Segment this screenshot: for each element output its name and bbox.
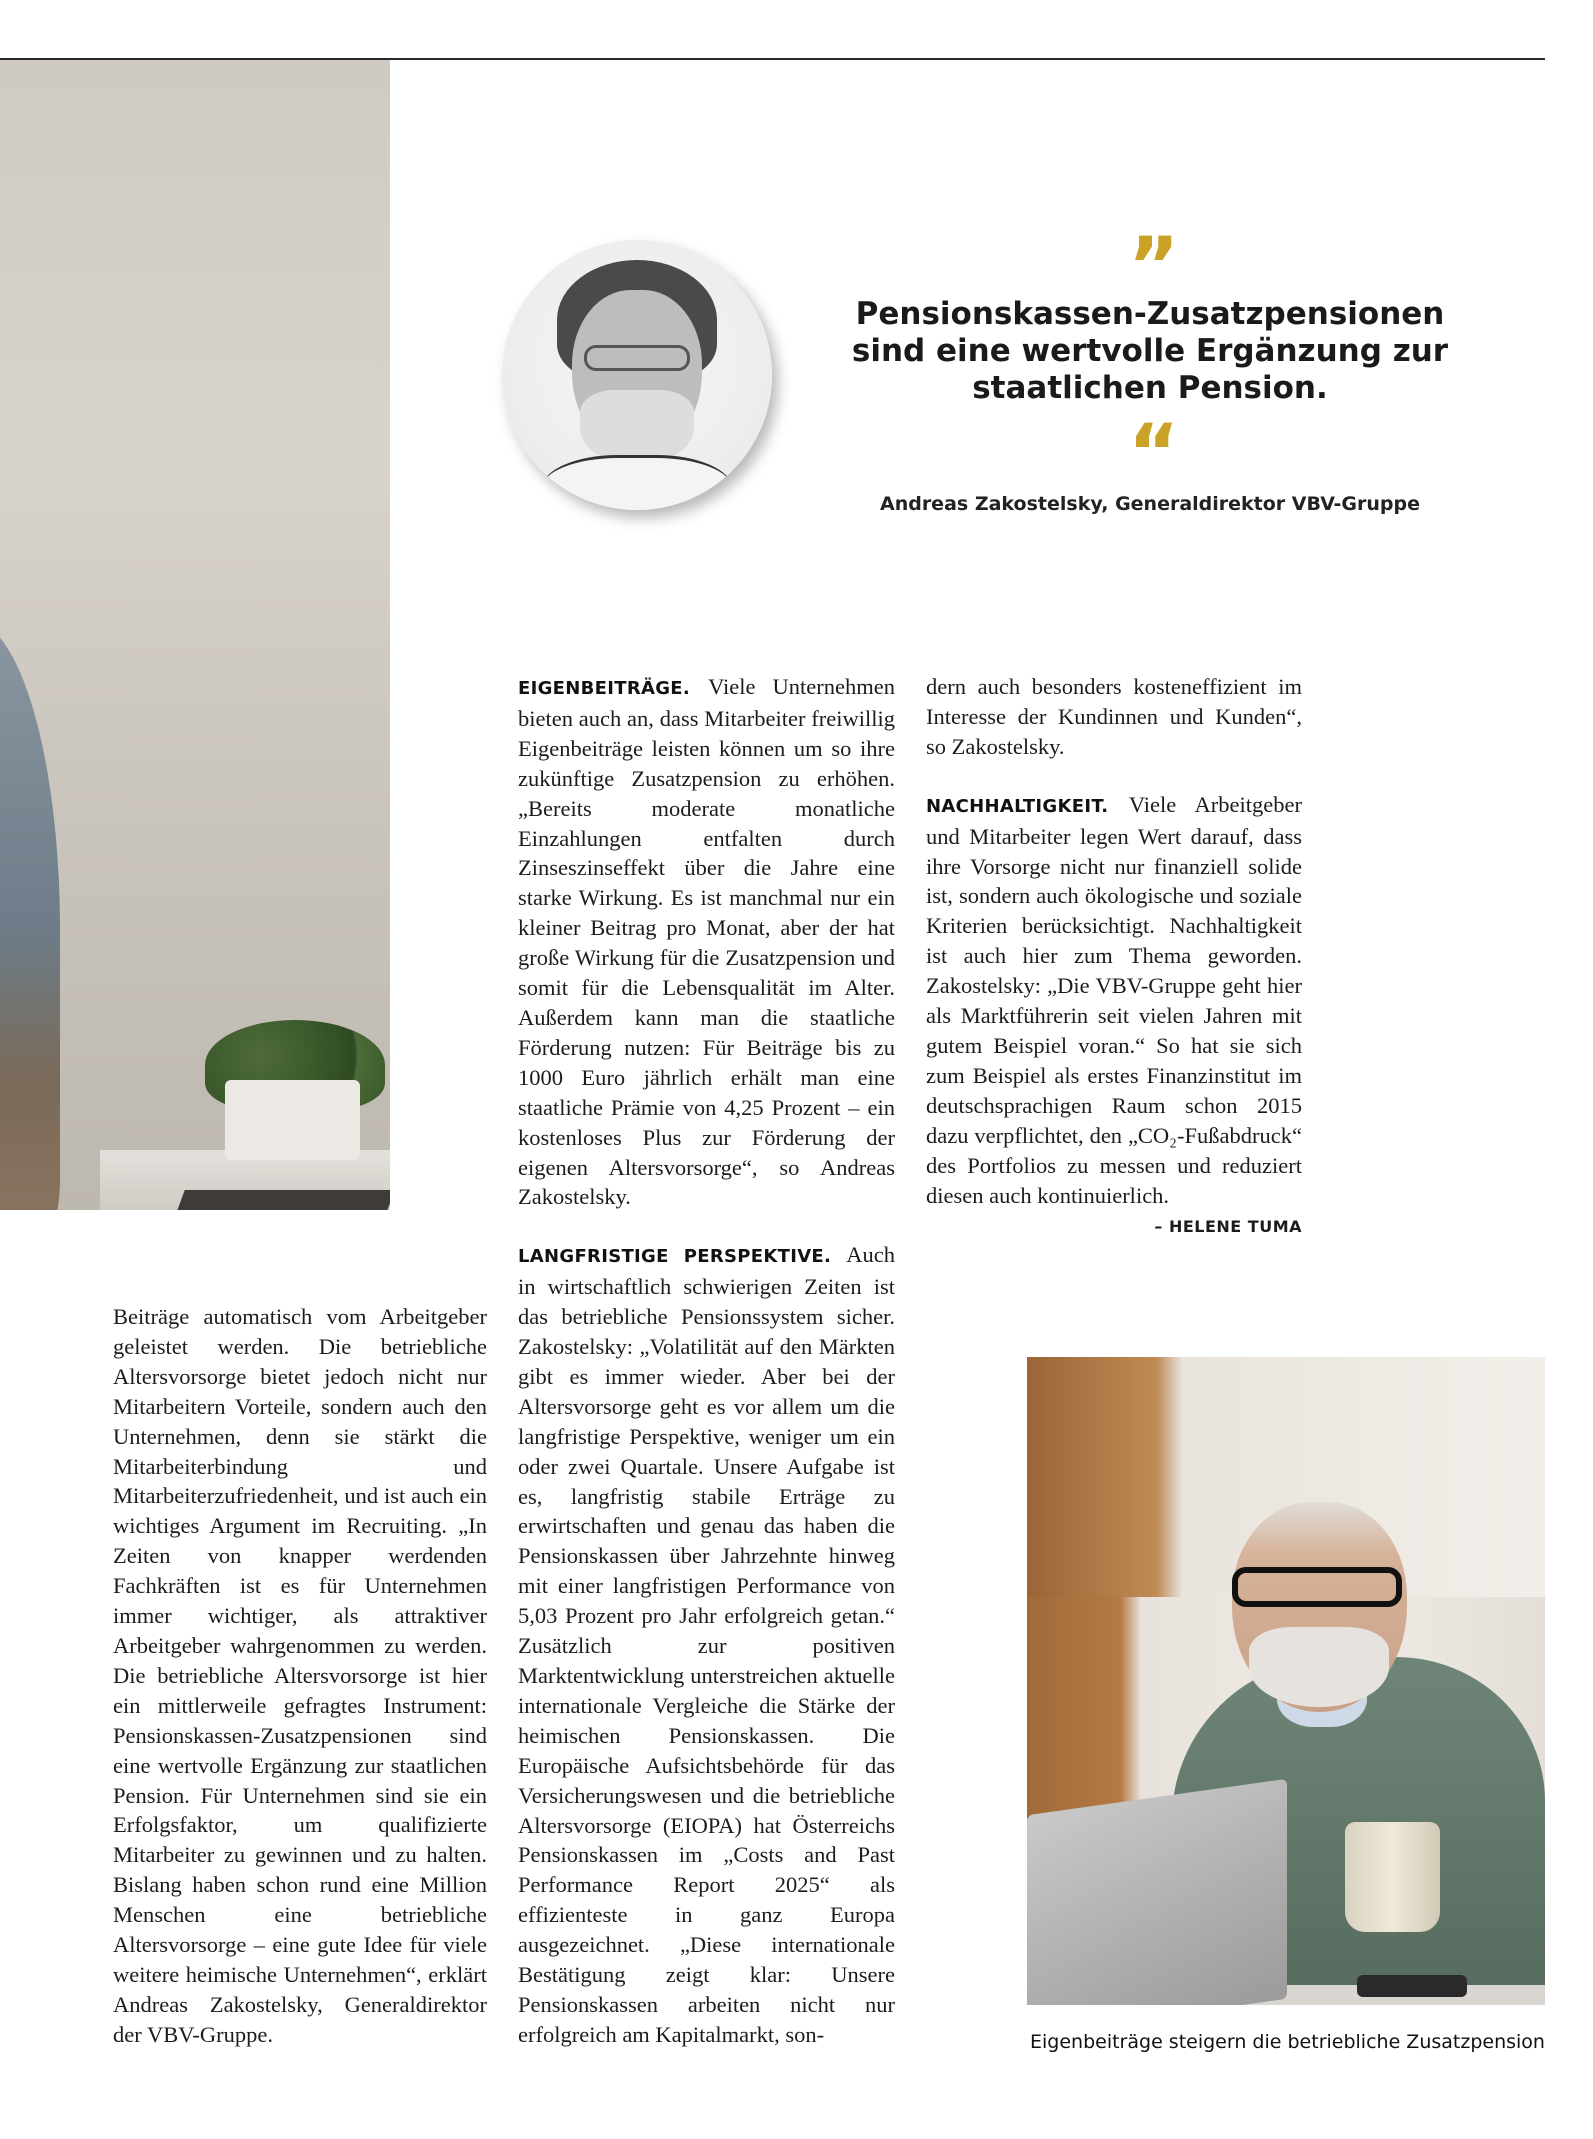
author-portrait bbox=[502, 240, 772, 510]
quote-open-mark-icon: ” bbox=[1128, 222, 1180, 312]
photo-caption: Eigenbeiträge steigern die betriebliche Zusatzpension bbox=[1030, 2031, 1545, 2053]
photo-pot-shape bbox=[225, 1080, 360, 1160]
section-text: Viele Arbeitgeber und Mitarbeiter legen Wert darauf, dass ihre Vorsorge nicht nur finanziell solide ist, sondern auch ökologische und soziale Kriterien berücksichtigt. Nachhaltigkeit ist auch hier zum Thema geworden. Zakostelsky: „Die VBV-Gruppe geht hier als Marktführerin seit vielen Jahren mit gutem Beispiel voran.“ So hat sie sich zum Beispiel als erstes Finanzinstitut im deutschsprachigen Raum schon 2015 dazu verpflichtet, den „CO₂-Fußabdruck“ des Portfolios zu messen und reduziert diesen auch kontinuierlich. bbox=[926, 791, 1302, 1208]
quote-close-mark-icon: “ bbox=[1128, 409, 1180, 499]
quote-author: Andreas Zakostelsky, Generaldirektor VBV-Gruppe bbox=[879, 493, 1420, 515]
portrait-glasses bbox=[584, 345, 690, 371]
article-column-middle bbox=[518, 672, 895, 2050]
section-heading: LANGFRISTIGE PERSPEKTIVE. bbox=[518, 1246, 847, 1268]
section-langfristige-perspektive bbox=[518, 1240, 895, 2049]
portrait-beard bbox=[580, 390, 694, 465]
photo-mug-shape bbox=[1345, 1822, 1440, 1932]
section-text: Viele Unternehmen bieten auch an, dass Mitarbeiter freiwillig Eigenbeiträge leisten können um so ihre zukünftige Zusatzpension zu erhöhen. „Bereits moderate monatliche Einzahlungen entfalten durch Zinseszinseffekt über die Jahre eine starke Wirkung. Es ist manchmal nur ein kleiner Beitrag pro Monat, aber der hat große Wirkung für die Zusatzpension und somit für die Lebensqualität im Alter. Außerdem kann man die staatliche Förderung nutzen: Für Beiträge bis zu 1000 Euro jährlich erhält man eine staatliche Prämie von 4,25 Prozent – ein kostenloses Plus zur Förderung der eigenen Altersvorsorge“, so Andreas Zakostelsky. bbox=[518, 674, 895, 1210]
photo-man-laptop bbox=[1027, 1357, 1545, 2005]
article-column-right bbox=[926, 672, 1302, 1242]
article-column-left bbox=[113, 1302, 487, 2050]
author-byline: – HELENE TUMA bbox=[1154, 1217, 1302, 1237]
section-heading: NACHHALTIGKEIT. bbox=[926, 795, 1129, 817]
section-nachhaltigkeit bbox=[926, 790, 1302, 1211]
photo-glasses-shape bbox=[1232, 1567, 1402, 1607]
photo-person-shape bbox=[0, 620, 60, 1210]
photo-phone-shape bbox=[1357, 1975, 1467, 1997]
section-eigenbeitraege bbox=[518, 672, 895, 1212]
photo-laptop-shape bbox=[1027, 1779, 1287, 2005]
section-text: Auch in wirtschaftlich schwierigen Zeiten ist das betriebliche Pensionssystem sicher. Zakostelsky: „Volatilität auf den Märkten gibt es immer wieder. Aber bei der Altersvorsorge geht es vor allem um die langfristige Perspektive, weniger um ein oder zwei Quartale. Unsere Aufgabe ist es, langfristig stabile Erträge zu erwirtschaften und genau das haben die Pensionskassen über Jahrzehnte hinweg mit einer langfristigen Performance von 5,03 Prozent pro Jahr erfolgreich getan.“ Zusätzlich zur positiven Marktentwicklung unterstreichen aktuelle internationale Vergleiche die Stärke der heimischen Pensionskassen. Die Europäische Aufsichtsbehörde für das Versicherungswesen und die betriebliche Altersvorsorge (EIOPA) hat Österreichs Pensionskassen im „Costs and Past Performance Report 2025“ als effizienteste in ganz Europa ausgezeichnet. „Diese internationale Bestätigung zeigt klar: Unsere Pensionskassen arbeiten nicht nur erfolgreich am Kapitalmarkt, son- bbox=[518, 1242, 895, 2047]
photo-beard-shape bbox=[1249, 1627, 1389, 1707]
section-langfristige-continued: dern auch besonders kosteneffizient im Interesse der Kundinnen und Kunden“, so Zakostelsky. bbox=[926, 674, 1302, 759]
paragraph-intro: Beiträge automatisch vom Arbeitgeber geleistet werden. Die betriebliche Altersvorsorge bietet jedoch nicht nur Mitarbeitern Vorteile, sondern auch den Unternehmen, denn sie stärkt die Mitarbeiterbindung und Mitarbeiterzufriedenheit, und ist auch ein wichtiges Argument im Recruiting. „In Zeiten von knapper werdenden Fachkräften ist es für Unternehmen immer wichtiger, als attraktiver Arbeitgeber wahrgenommen zu werden. Die betriebliche Altersvorsorge ist hier ein mittlerweile gefragtes Instrument: Pensionskassen-Zusatzpensionen sind eine wertvolle Ergänzung zur staatlichen Pension. Für Unternehmen sind sie ein Erfolgsfaktor, um qualifizierte Mitarbeiter zu gewinnen und zu halten. Bislang haben schon rund eine Million Menschen eine betriebliche Altersvorsorge – eine gute Idee für viele weitere heimische Unternehmen“, erklärt Andreas Zakostelsky, Generaldirektor der VBV-Gruppe. bbox=[113, 1304, 487, 2047]
photo-book-shape bbox=[175, 1190, 390, 1210]
photo-office-left bbox=[0, 60, 390, 1210]
pull-quote: Pensionskassen-Zusatzpensionen sind eine wertvolle Ergänzung zur staatlichen Pension. bbox=[851, 296, 1449, 406]
section-heading: EIGENBEITRÄGE. bbox=[518, 678, 709, 699]
portrait-shirt bbox=[542, 455, 732, 510]
